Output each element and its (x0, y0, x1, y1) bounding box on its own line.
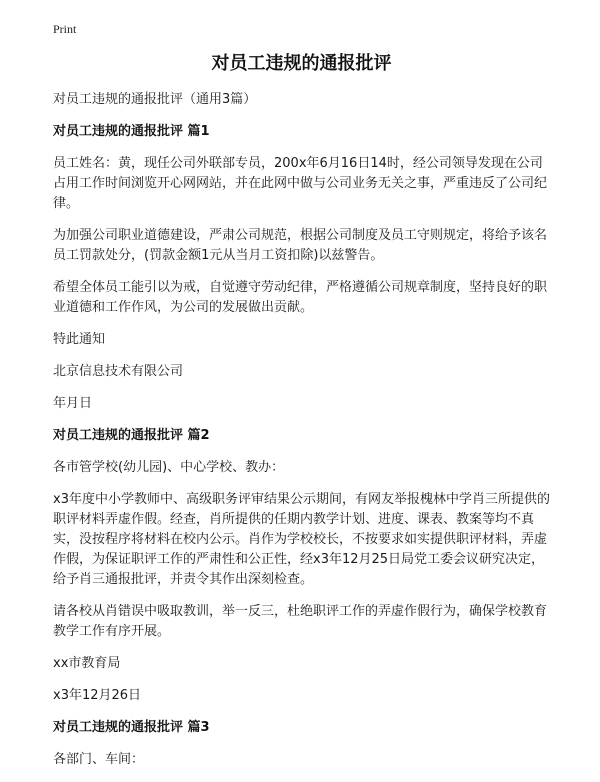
date-line: 年月日 (53, 396, 93, 411)
date-line: x3年12月26日 (53, 688, 142, 703)
print-link[interactable]: Print (53, 22, 77, 36)
addressee: 各部门、车间： (53, 752, 145, 767)
paragraph: 为加强公司职业道德建设，严肃公司规范，根据公司制度及员工守则规定，将给予该名员工罚款处分，(罚款金额1元从当月工资扣除)以兹警告。 (53, 228, 548, 263)
section-2-heading: 对员工违规的通报批评 篇2 (53, 428, 210, 443)
closing-notice: 特此通知 (53, 332, 106, 347)
section-1-heading: 对员工违规的通报批评 篇1 (53, 124, 210, 139)
addressee: 各市管学校(幼儿园)、中心学校、教办： (53, 460, 285, 475)
company-signature: 北京信息技术有限公司 (53, 364, 184, 379)
paragraph: 请各校从肖错误中吸取教训，举一反三，杜绝职评工作的弄虚作假行为，确保学校教育教学工作有序开展。 (53, 604, 548, 639)
document-title: 对员工违规的通报批评 (211, 53, 392, 74)
paragraph: x3年度中小学教师中、高级职务评审结果公示期间，有网友举报槐林中学肖三所提供的职评材料弄虚作假。经查，肖所提供的任期内教学计划、进度、课表、教案等均不真实，没按程序将材料在校内公示。肖作为学校校长，不按要求如实提供职评材料，弄虚作假，为保证职评工作的严肃性和公正性，经x3年12月25日局党工委会议研究决定，给予肖三通报批评，并责令其作出深刻检查。 (53, 492, 550, 587)
document-body (53, 52, 550, 782)
document-subtitle: 对员工违规的通报批评（通用3篇） (53, 92, 257, 107)
issuer-signature: xx市教育局 (53, 656, 121, 671)
section-3-heading: 对员工违规的通报批评 篇3 (53, 720, 210, 735)
paragraph: 员工姓名：黄，现任公司外联部专员，200x年6月16日14时，经公司领导发现在公司占用工作时间浏览开心网网站，并在此网中做与公司业务无关之事，严重违反了公司纪律。 (53, 156, 548, 211)
paragraph: 希望全体员工能引以为戒，自觉遵守劳动纪律，严格遵循公司规章制度，坚持良好的职业道德和工作作风，为公司的发展做出贡献。 (53, 280, 548, 315)
